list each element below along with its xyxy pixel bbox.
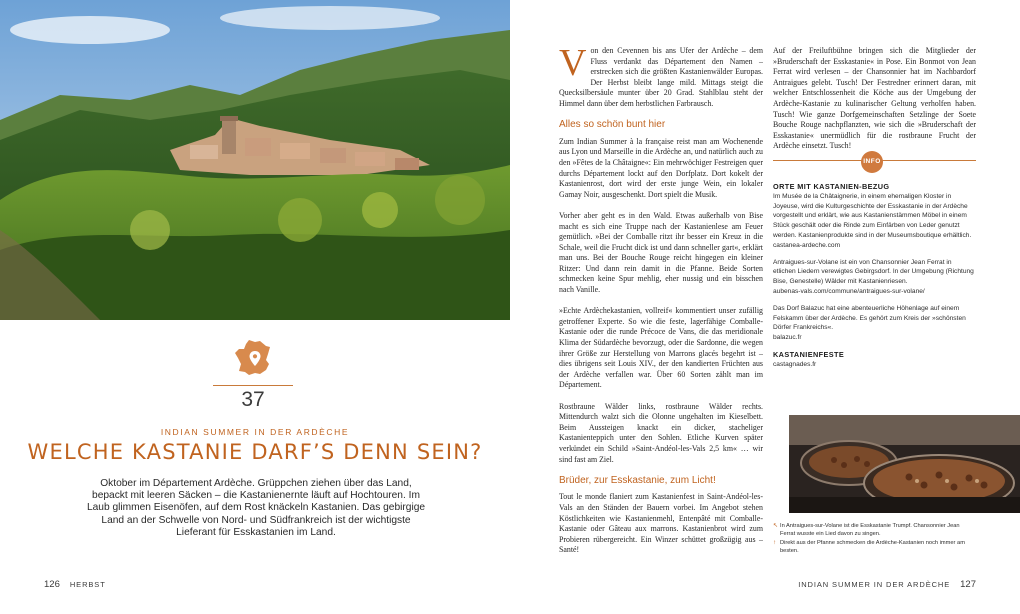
info-box [773, 182, 976, 377]
headline: WELCHE KASTANIE DARF’S DENN SEIN? [27, 440, 483, 464]
arrow-up-left-icon: ↖ [773, 523, 779, 529]
paragraph-5: Tout le monde flaniert zum Kastanienfest in Saint-Andéol-les-Vals an den Ständen der Bauern vorbei. Im Angebot stehen Köstlichkeiten wie Kastanienmehl, Entenpâté mit Comballe-Kastanie oder Gâteau aux marrons. Kastanienbrot wird zum Probieren rübergereicht. Ein Winzer schüttet großzügig aus – Santé! [559, 492, 763, 555]
article-column-1 [559, 42, 763, 567]
folio-label: INDIAN SUMMER IN DER ARDÈCHE [798, 580, 951, 589]
paragraph-4: Rostbraune Wälder links, rostbraune Wälder rechts. Mittendurch walzt sich die Olonne ungehalten im Kieselbett. Beim Aussteigen knackt ein dicker, stacheliger Kastanienteppich unter den Sohlen. Etliche Kurven später verkündet ein Schild »Saint-Andéol-les-Vals 2,5 km« … wir sind fast am Ziel. [559, 401, 763, 464]
roasting-chestnuts-photo [789, 415, 1020, 513]
lead-paragraph: Oktober im Département Ardèche. Grüppchen ziehen über das Land, bepackt mit leeren Säcken – die Kastanienernte läuft auf Hochtouren. Im Laub glimmen Eisenöfen, auf dem Rost knäckeln Kastanien. Das gebirgige Land an der Schwelle von Nord- und Südfrankreich ist der wichtigste Lieferant für Esskastanien im Land. [86, 478, 426, 538]
france-map-icon [233, 338, 273, 378]
info-link-castagnades[interactable]: castagnades.fr [773, 360, 817, 368]
folio-label: HERBST [69, 580, 106, 589]
info-link-aubenas[interactable]: aubenas-vals.com/commune/antraigues-sur-volane/ [773, 287, 925, 295]
paragraph-2: Vorher aber geht es in den Wald. Etwas außerhalb von Bise macht es sich eine Truppe nach der Kastanienlese am Feuer gemütlich. »Bei der Comballe ritzt ihr besser ein Kreuz in die Schale, weil die Frucht dick ist und dann schneller gart«, erklärt man uns. Bei der Bouche Rouge reicht hingegen ein kleiner Ritzer: Und dann rein damit in die Pfanne. Beide Sorten schmecken keine Spur mehlig, eher nussig und ein bisschen nach Vanille. [559, 210, 763, 295]
page-number: 126 [44, 579, 60, 590]
info-heading-festivals: KASTANIENFESTE [773, 349, 845, 359]
info-antraigues-text: Antraigues-sur-Volane ist ein von Chansonnier Jean Ferrat in etlichen Liedern verewigtes Gebirgsdorf. In der Umgebung (Richtung Bise, Genestelle) Wälder mit Kastanienriesen. [773, 258, 974, 286]
info-link-balazuc[interactable]: balazuc.fr [773, 334, 802, 342]
info-link-castanea[interactable]: castanea-ardeche.com [773, 241, 841, 249]
info-badge-icon: INFO [861, 151, 883, 173]
folio-right [798, 579, 976, 590]
photo-captions [773, 522, 976, 556]
paragraph-6: Auf der Freiluftbühne bringen sich die Mitglieder der »Bruderschaft der Esskastanie« in Pose. Ein Bonmot von Jean Ferrat wird verlesen – der Chansonnier hat im Nachbardorf Antraigues gelebt. Tusch! Der Festredner erinnert daran, mit welcher Entschlossenheit die Köche aus der Umgebung der Ardèche-Kastanie zu kulinarischer Geltung verholfen haben. Tusch! Wie ganze Dorfgemeinschaften Setzlinge der Soete Bouche Rouge nachpflanzten, wie sich die »Bruderschaft der Esskastanie« unermüdlich für die rostbraune Frucht der Ardèche einsetzt. Tusch! [773, 46, 976, 151]
paragraph-3: »Echte Ardèchekastanien, vollreif« kommentiert unser zufällig getroffener Experte. So wie die feste, lagerfähige Comballe-Kastanie oder die runde Précoce de Vans, die das meridionale Klima der Südardèche bevorzugt, oder die Sardonne, die wegen ihrer Größe zur Herstellung von Marrons glacés begehrt ist – dies übrigens seit Louis XIV., der den kandierten Früchten aus der Ardèche verfallen war. Über 60 Sorten zählt man im Département. [559, 306, 763, 390]
caption-1: ↖ In Antraigues-sur-Volane ist die Esskastanie Trumpf. Chansonnier Jean Ferrat wusste ein Lied davon zu singen. [773, 523, 960, 538]
subheading-2: Brüder, zur Esskastanie, zum Licht! [559, 474, 716, 486]
paragraph-1: Zum Indian Summer à la française reist man am Wochenende aus Lyon und Marseille in die Ardèche an, und natürlich auch zu den »Fêtes de la Châtaigne«: Ein mehrwöchiger Festreigen quer durchs Département lockt auf den Dorfplatz. Dort kokelt der Kastanienrost, dort wird der erste junge Wein, ein lokaler Gamay Noir, ausgeschenkt. Dort spielt die Musik. [559, 136, 763, 199]
info-museum-text: Im Musée de la Châtaignerie, in einem ehemaligen Kloster in Joyeuse, wird die Kulturgeschichte der Esskastanie in der Ardèche vorgestellt und erklärt, wie aus Kastanienstämmen Möbel in einem Stück geschält oder die Rinde zum Einfärben von Leder genutzt werden. Kastanienprodukte sind in der Museumsboutique erhältlich. [773, 192, 972, 239]
subheading-1: Alles so schön bunt hier [559, 119, 666, 131]
intro-paragraph: Von den Cevennen bis ans Ufer der Ardèche – dem Fluss verdankt das Département den Namen – erstrecken sich die größten Kastanienwälder Europas. Der Herbst bleibt lange mild. Mittags steigt die Quecksilbersäule munter über 20 Grad. Stahlblau steht der Himmel dann über dem herbstlichen Farbrausch. [559, 42, 763, 108]
kicker: INDIAN SUMMER IN DER ARDÈCHE [160, 427, 350, 437]
folio-left [44, 579, 106, 590]
article-column-2 [773, 46, 976, 152]
number-rule [213, 385, 293, 386]
info-balazuc-text: Das Dorf Balazuc hat eine abenteuerliche Höhenlage auf einem Felskamm über der Ardèche. Es gehört zum Kreis der »schönsten Dörfer Frankreichs«. [773, 304, 966, 332]
village-landscape-photo [0, 0, 510, 320]
caption-2: ↑ Direkt aus der Pfanne schmecken die Ardèche-Kastanien noch immer am besten. [773, 539, 965, 555]
feature-number: 37 [241, 388, 265, 411]
dropcap: V [559, 42, 587, 84]
info-heading-places: ORTE MIT KASTANIEN-BEZUG [773, 182, 890, 191]
page-number: 127 [960, 579, 976, 590]
arrow-up-icon: ↑ [773, 539, 776, 546]
